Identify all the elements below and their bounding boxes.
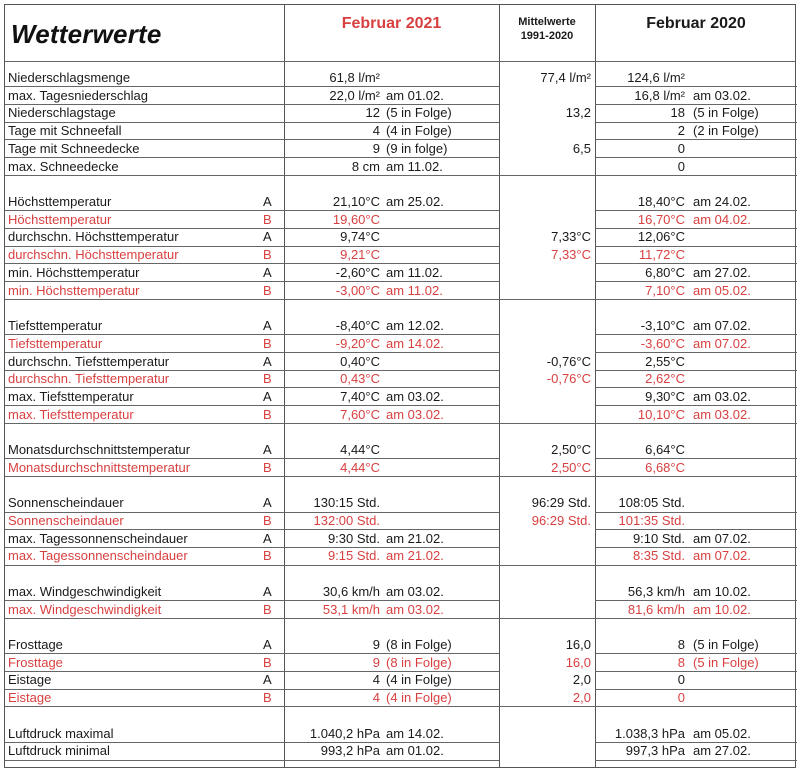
cell-d1: am 25.02. — [386, 194, 444, 210]
cell-d2: am 07.02. — [693, 318, 751, 334]
cell-v2: 11,72°C — [638, 247, 685, 263]
cell-label: max. Tagesniederschlag — [8, 87, 148, 103]
row-divider — [5, 476, 797, 477]
header-mean-line1: Mittelwerte — [518, 16, 576, 28]
cell-label: Höchsttemperatur — [8, 194, 112, 210]
cell-v1: 0,40°C — [340, 353, 380, 369]
cell-s: A — [263, 318, 272, 334]
cell-label: Tage mit Schneedecke — [8, 140, 140, 156]
cell-m: 13,2 — [565, 105, 591, 121]
cell-d2: am 03.02. — [693, 406, 751, 422]
cell-d2: am 27.02. — [693, 743, 751, 759]
cell-s: B — [263, 459, 272, 475]
cell-v1: 21,10°C — [332, 194, 380, 210]
cell-d2: am 10.02. — [693, 601, 751, 617]
cell-v2: 124,6 l/m² — [627, 70, 685, 85]
cell-d2: (2 in Folge) — [693, 123, 759, 139]
cell-v2: 56,3 km/h — [627, 583, 685, 599]
cell-d2: am 04.02. — [693, 211, 751, 227]
cell-m: 7,33°C — [551, 229, 591, 245]
cell-m: 7,33°C — [551, 247, 591, 263]
cell-v1: 61,8 l/m² — [329, 70, 380, 85]
cell-m: 2,50°C — [551, 459, 591, 475]
cell-s: B — [263, 513, 272, 528]
cell-v2: 81,6 km/h — [627, 601, 685, 617]
cell-v2: 9,30°C — [645, 388, 685, 404]
cell-v1: 9 — [372, 637, 380, 653]
row-divider — [5, 618, 797, 619]
cell-d1: am 01.02. — [386, 743, 444, 759]
cell-d2: am 24.02. — [693, 194, 751, 210]
cell-v2: 8:35 Std. — [632, 548, 685, 564]
cell-d1: am 01.02. — [386, 87, 444, 103]
cell-d2: am 07.02. — [693, 530, 751, 546]
page-title: Wetterwerte — [11, 19, 162, 49]
cell-v2: 6,68°C — [645, 459, 685, 475]
cell-v2: 7,10°C — [645, 282, 685, 298]
cell-d2: (5 in Folge) — [693, 654, 759, 670]
cell-label: Niederschlagstage — [8, 105, 116, 121]
cell-label: Eistage — [8, 672, 52, 688]
cell-m: 96:29 Std. — [531, 513, 591, 528]
cell-v2: 18,40°C — [637, 194, 685, 210]
cell-s: A — [263, 637, 272, 653]
cell-v1: 9:30 Std. — [327, 530, 380, 546]
cell-label: durchschn. Tiefsttemperatur — [8, 371, 170, 387]
cell-s: B — [263, 371, 272, 387]
cell-s: B — [263, 601, 272, 617]
cell-v1: 4,44°C — [340, 442, 380, 458]
cell-v1: 9,74°C — [340, 229, 380, 245]
cell-v2: 2,62°C — [645, 371, 685, 387]
cell-v2: 2 — [677, 123, 685, 139]
cell-m: -0,76°C — [546, 353, 591, 369]
cell-d2: am 07.02. — [693, 548, 751, 564]
cell-v1: -8,40°C — [335, 318, 380, 334]
row-divider — [595, 760, 797, 761]
cell-v2: -3,60°C — [640, 335, 685, 351]
cell-v2: 8 — [677, 654, 685, 670]
cell-label: Monatsdurchschnittstemperatur — [8, 442, 191, 458]
cell-d1: am 11.02. — [386, 158, 443, 174]
cell-v1: 4 — [372, 123, 380, 139]
cell-label: Niederschlagsmenge — [8, 70, 131, 85]
cell-label: Eistage — [8, 690, 52, 706]
cell-s: B — [263, 335, 272, 351]
cell-d2: am 05.02. — [693, 725, 751, 741]
cell-s: A — [263, 229, 272, 245]
weather-table — [4, 4, 796, 768]
cell-v2: 9:10 Std. — [632, 530, 685, 546]
cell-label: Tiefsttemperatur — [8, 318, 103, 334]
cell-d2: am 03.02. — [693, 388, 751, 404]
cell-v2: 18 — [670, 105, 685, 121]
cell-d2: (5 in Folge) — [693, 637, 759, 653]
cell-v2: 1.038,3 hPa — [614, 725, 685, 741]
cell-v2: 16,8 l/m² — [634, 87, 685, 103]
cell-v2: 108:05 Std. — [618, 495, 685, 511]
cell-s: B — [263, 247, 272, 263]
cell-d1: am 14.02. — [386, 335, 444, 351]
cell-d2: am 03.02. — [693, 87, 751, 103]
cell-v2: 16,70°C — [637, 211, 685, 227]
cell-label: max. Tiefsttemperatur — [8, 406, 134, 422]
row-divider — [5, 760, 499, 761]
cell-v1: 30,6 km/h — [322, 583, 380, 599]
cell-s: A — [263, 530, 272, 546]
cell-s: B — [263, 548, 272, 564]
row-divider — [5, 175, 797, 176]
cell-v1: 993,2 hPa — [320, 743, 380, 759]
cell-label: Luftdruck minimal — [8, 743, 110, 759]
cell-d1: (4 in Folge) — [386, 672, 452, 688]
cell-d1: (4 in Folge) — [386, 690, 452, 706]
cell-s: B — [263, 690, 272, 706]
cell-label: Frosttage — [8, 637, 63, 653]
cell-s: B — [263, 654, 272, 670]
cell-v1: 4 — [372, 672, 380, 688]
cell-v1: 0,43°C — [340, 371, 380, 387]
cell-v1: 7,60°C — [340, 406, 380, 422]
cell-s: B — [263, 406, 272, 422]
cell-label: max. Tagessonnenscheindauer — [8, 548, 188, 564]
cell-v1: 4,44°C — [340, 459, 380, 475]
cell-d1: (4 in Folge) — [386, 123, 452, 139]
cell-v2: 0 — [677, 672, 685, 688]
cell-label: max. Tagessonnenscheindauer — [8, 530, 188, 546]
cell-d1: (5 in Folge) — [386, 105, 452, 121]
cell-label: durchschn. Tiefsttemperatur — [8, 353, 170, 369]
cell-s: A — [263, 583, 272, 599]
cell-s: B — [263, 211, 272, 227]
cell-v1: -2,60°C — [335, 264, 380, 280]
cell-d1: (8 in Folge) — [386, 637, 452, 653]
cell-d1: am 11.02. — [386, 264, 443, 280]
cell-d2: am 27.02. — [693, 264, 751, 280]
cell-s: A — [263, 388, 272, 404]
cell-v1: 8 cm — [351, 158, 380, 174]
cell-d1: am 03.02. — [386, 583, 444, 599]
cell-label: max. Schneedecke — [8, 158, 119, 174]
cell-v1: 130:15 Std. — [313, 495, 380, 511]
row-divider — [5, 299, 797, 300]
cell-m: 96:29 Std. — [531, 495, 591, 511]
cell-s: A — [263, 672, 272, 688]
cell-v1: -3,00°C — [335, 282, 380, 298]
cell-v1: 7,40°C — [340, 388, 380, 404]
cell-m: 16,0 — [565, 654, 591, 670]
row-divider — [5, 706, 797, 707]
row-divider — [5, 565, 797, 566]
cell-label: Luftdruck maximal — [8, 725, 114, 741]
cell-s: A — [263, 442, 272, 458]
row-divider — [5, 423, 797, 424]
cell-label: max. Windgeschwindigkeit — [8, 601, 162, 617]
cell-m: 2,0 — [572, 672, 591, 688]
cell-v1: 9,21°C — [340, 247, 380, 263]
cell-m: -0,76°C — [546, 371, 591, 387]
cell-d1: am 03.02. — [386, 406, 444, 422]
header-divider — [5, 61, 795, 62]
cell-s: A — [263, 353, 272, 369]
cell-v1: 9 — [372, 140, 380, 156]
cell-label: Frosttage — [8, 654, 63, 670]
cell-v1: 4 — [372, 690, 380, 706]
cell-v1: 12 — [365, 105, 380, 121]
cell-v1: 53,1 km/h — [322, 601, 380, 617]
cell-label: max. Tiefsttemperatur — [8, 388, 134, 404]
cell-d1: am 21.02. — [386, 530, 444, 546]
cell-label: min. Höchsttemperatur — [8, 264, 140, 280]
header-current: Februar 2021 — [341, 15, 442, 32]
cell-d1: am 14.02. — [386, 725, 444, 741]
cell-d2: (5 in Folge) — [693, 105, 759, 121]
cell-m: 6,5 — [572, 140, 591, 156]
cell-v1: 9 — [372, 654, 380, 670]
cell-label: min. Höchsttemperatur — [8, 282, 140, 298]
cell-d1: am 12.02. — [386, 318, 444, 334]
cell-label: Tage mit Schneefall — [8, 123, 122, 139]
cell-m: 2,50°C — [551, 442, 591, 458]
cell-v2: 6,80°C — [645, 264, 685, 280]
header-previous: Februar 2020 — [646, 15, 746, 32]
cell-label: durchschn. Höchsttemperatur — [8, 229, 179, 245]
cell-d1: am 03.02. — [386, 388, 444, 404]
cell-d1: am 03.02. — [386, 601, 444, 617]
cell-s: A — [263, 194, 272, 210]
header-mean-line2: 1991-2020 — [520, 30, 574, 42]
cell-d2: am 05.02. — [693, 282, 751, 298]
cell-d1: (9 in folge) — [386, 140, 448, 156]
cell-label: max. Windgeschwindigkeit — [8, 583, 162, 599]
cell-v2: 6,64°C — [645, 442, 685, 458]
cell-v1: 1.040,2 hPa — [309, 725, 380, 741]
cell-s: A — [263, 495, 272, 511]
cell-v2: 0 — [677, 158, 685, 174]
cell-d1: am 11.02. — [386, 282, 443, 298]
cell-v2: -3,10°C — [640, 318, 685, 334]
cell-label: Monatsdurchschnittstemperatur — [8, 459, 191, 475]
cell-d1: (8 in Folge) — [386, 654, 452, 670]
cell-d2: am 10.02. — [693, 583, 751, 599]
cell-m: 16,0 — [565, 637, 591, 653]
cell-d2: am 07.02. — [693, 335, 751, 351]
cell-v1: -9,20°C — [335, 335, 380, 351]
cell-m: 77,4 l/m² — [540, 70, 591, 85]
cell-s: B — [263, 282, 272, 298]
cell-v1: 132:00 Std. — [313, 513, 380, 528]
cell-v1: 19,60°C — [332, 211, 380, 227]
cell-v2: 2,55°C — [645, 353, 685, 369]
cell-v2: 12,06°C — [637, 229, 685, 245]
cell-v2: 0 — [677, 140, 685, 156]
cell-d1: am 21.02. — [386, 548, 444, 564]
cell-v2: 101:35 Std. — [618, 513, 685, 528]
cell-v1: 9:15 Std. — [327, 548, 380, 564]
cell-label: Sonnenscheindauer — [8, 513, 124, 528]
cell-label: Sonnenscheindauer — [8, 495, 124, 511]
cell-label: Höchsttemperatur — [8, 211, 112, 227]
cell-v2: 8 — [677, 637, 685, 653]
cell-v2: 0 — [677, 690, 685, 706]
cell-v1: 22,0 l/m² — [329, 87, 380, 103]
cell-s: A — [263, 264, 272, 280]
cell-v2: 997,3 hPa — [625, 743, 685, 759]
cell-m: 2,0 — [572, 690, 591, 706]
cell-label: Tiefsttemperatur — [8, 335, 103, 351]
cell-label: durchschn. Höchsttemperatur — [8, 247, 179, 263]
cell-v2: 10,10°C — [637, 406, 685, 422]
